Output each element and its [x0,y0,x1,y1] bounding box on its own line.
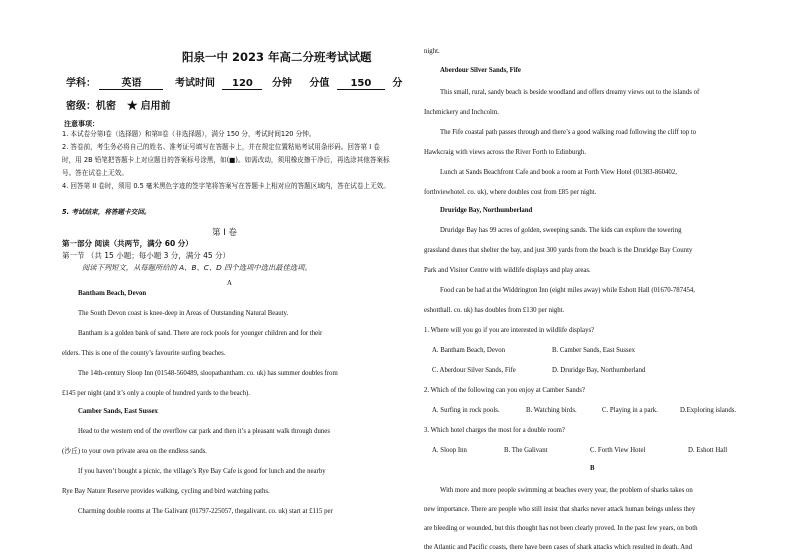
secret-level [66,97,171,114]
passage-line: grassland dunes that shelter the bay, and just 300 yards from the beach is the Druridge Bay County [424,247,693,254]
question-option: B. The Galivant [504,447,548,454]
passage-line: £145 per night (and it’s only a couple of hundred yards to the beach). [62,390,250,397]
passage-line: are bleeding or wounded, but this thought has not been clearly proved. In the past few years, on both [424,525,698,532]
question-stem: 2. Which of the following can you enjoy at Camber Sands? [424,387,585,394]
question-option: D. Eshott Hall [688,447,728,454]
question-option: C. Playing in a park. [602,407,658,414]
right-column [424,0,756,560]
question-stem: 1. Where will you go if you are interested in wildlife displays? [424,327,595,334]
note-item: 1. 本试卷分第I卷（选择题）和第II卷（非选择题），满分 150 分，考试时间120 分钟。 [62,130,316,138]
question-option: D.Exploring islands. [680,407,737,414]
passage-line: new importance. There are people who still insist that sharks never attack human beings unless they [424,506,696,513]
passage-line: night. [424,48,440,55]
passage-line: Park and Visitor Centre with wildlife displays and play areas. [424,267,591,274]
question-option: C. Aberdour Silver Sands, Fife [432,367,516,374]
volume-label: 第 I 卷 [212,228,237,238]
time-value: 120 [222,78,262,90]
note-item: 2. 答卷前，考生务必将自己的姓名、准考证号填写在答题卡上，并在规定位置粘贴考试用条形码。回答第 I 卷时，用 2B 铅笔把答题卡上对应题目的答案标号涂黑，如(■)。如需改动，须用橡皮擦干净后，再选涂其他答案标号。答在试卷上无效。 [62,143,390,177]
passage-heading: Aberdour Silver Sands, Fife [440,67,521,74]
subject-value: 英语 [99,74,163,90]
instruction: 阅读下列短文，从每题所给的 A、B、C、D 四个选项中选出最佳选项。 [82,263,312,272]
score-value: 150 [337,78,385,90]
question-option: A. Sloop Inn [432,447,467,454]
passage-line: forthviewhotel. co. uk), where doubles cost from £85 per night. [424,189,597,196]
passage-line: Bantham is a golden bank of sand. There are rock pools for younger children and for their [78,330,323,337]
part-heading: 第一部分 阅读（共两节，满分 60 分） [62,239,193,248]
star-icon: ★ [126,98,139,114]
question-stem: 3. Which hotel charges the most for a double room? [424,427,565,434]
exam-meta [66,74,402,90]
note-item: 5. 考试结束，将答题卡交回。 [62,208,151,216]
passage-line: If you haven’t bought a picnic, the village’s Rye Bay Cafe is good for lunch and the nearby [78,468,326,475]
question-option: A. Bantham Beach, Devon [432,347,506,354]
time-unit: 分钟 [271,78,292,89]
passage-line: Rye Bay Nature Reserve provides walking, cycling and bird watching paths. [62,488,270,495]
passage-line: This small, rural, sandy beach is beside woodland and offers dreamy views out to the islands of [440,89,700,96]
section-heading: 第一节 （共 15 小题；每小题 3 分，满分 45 分） [62,251,231,260]
passage-line: Hawkcraig with views across the River Forth to Edinburgh. [424,149,587,156]
question-option: A. Surfing in rock pools. [432,407,500,414]
time-label: 考试时间 [174,78,215,89]
passage-b-label: B [590,465,595,472]
passage-line: eshotthall. co. uk) has doubles from £130 per night. [424,307,565,314]
question-option: C. Forth View Hotel [590,447,646,454]
question-option: B. Camber Sands, East Sussex [552,347,636,354]
passage-line: Head to the western end of the overflow car park and then it’s a pleasant walk through dunes [78,428,330,435]
notes-heading: 注意事项： [64,120,99,128]
subject-label: 学科： [66,78,96,89]
passage-line: the Atlantic and Pacific coasts, there have been cases of shark attacks which resulted in death. And [424,544,693,551]
passage-line: elders. This is one of the county’s favourite surfing beaches. [62,350,226,357]
exam-title: 阳泉一中 2023 年高二分班考试试题 [182,50,372,64]
passage-heading: Bantham Beach, Devon [78,290,147,297]
passage-heading: Druridge Bay, Northumberland [440,207,533,214]
passage-heading: Camber Sands, East Sussex [78,408,158,415]
secret-label: 密级：机密 [66,101,116,112]
passage-line: With more and more people swimming at beaches every year, the problem of sharks takes on [440,487,693,494]
note-item: 4. 回答第 II 卷时，须用 0.5 毫米黑色字迹的签字笔将答案写在答题卡上相对应的答题区域内，答在试卷上无效。 [62,182,390,190]
question-option: D. Druridge Bay, Northumberland [552,367,646,374]
passage-line: Charming double rooms at The Galivant (01797-225057, thegalivant. co. uk) start at £115 per [78,508,333,515]
question-option: B. Watching birds. [526,407,577,414]
passage-a-label: A [227,280,232,287]
passage-line: Druridge Bay has 99 acres of golden, sweeping sands. The kids can explore the towering [440,227,682,234]
passage-line: Inchmickery and Inchcolm. [424,109,499,116]
passage-line: The Fife coastal path passes through and there’s a good walking road following the cliff top to [440,129,697,136]
passage-line: The South Devon coast is knee-deep in Areas of Outstanding Natural Beauty. [78,310,289,317]
passage-line: (沙丘) to your own private area on the endless sands. [62,448,207,455]
secret-status: 启用前 [140,101,171,112]
passage-line: Lunch at Sands Beachfront Cafe and book a room at Forth View Hotel (01383-860402, [440,169,677,176]
passage-line: The 14th-century Sloop Inn (01548-560489, sloopatbantham. co. uk) has summer doubles from [78,370,338,377]
score-label: 分值 [309,78,330,89]
score-unit: 分 [392,78,403,89]
left-column [62,0,403,560]
passage-line: Food can be had at the Widdrington Inn (eight miles away) while Eshott Hall (01670-787454, [440,287,695,294]
